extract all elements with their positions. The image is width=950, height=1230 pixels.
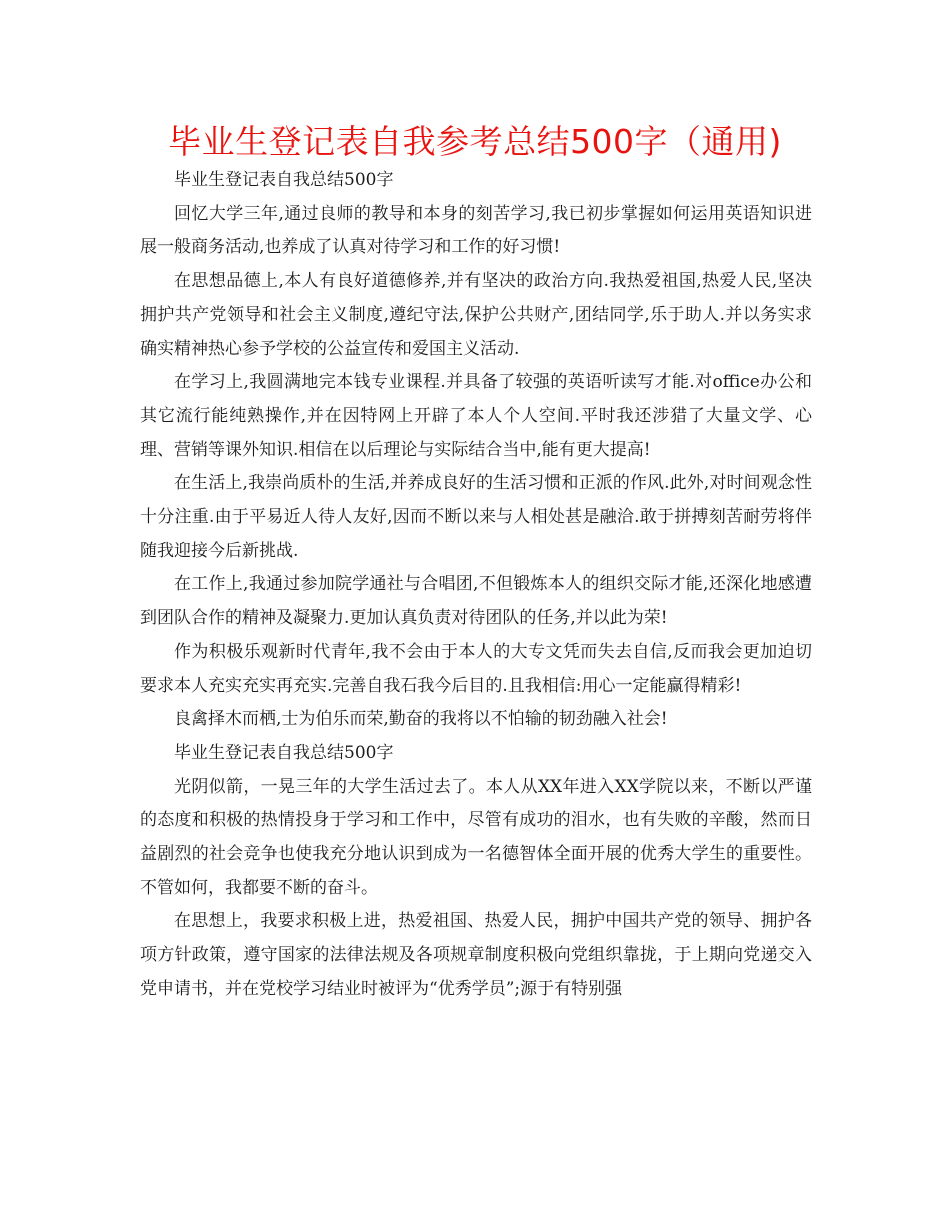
paragraph: 在学习上,我圆满地完本钱专业课程.并具备了较强的英语听读写才能.对office办公和其它流行能纯熟操作,并在因特网上开辟了本人个人空间.平时我还涉猎了大量文学、心理、营销等课外知识.相信在以后理论与实际结合当中,能有更大提高! [140,372,812,460]
document-title: 毕业生登记表自我参考总结500字（通用) [168,122,782,161]
paragraph: 在思想品德上,本人有良好道德修养,并有坚决的政治方向.我热爱祖国,热爱人民,坚决拥护共产党领导和社会主义制度,遵纪守法,保护公共财产,团结同学,乐于助人.并以务实求确实精神热心参予学校的公益宣传和爱国主义活动. [140,271,812,359]
document-body [140,164,812,1007]
paragraph: 在生活上,我崇尚质朴的生活,并养成良好的生活习惯和正派的作风.此外,对时间观念性十分注重.由于平易近人待人友好,因而不断以来与人相处甚是融洽.敢于拼搏刻苦耐劳将伴随我迎接今后新挑战. [140,473,812,561]
section-heading-1: 毕业生登记表自我总结500字 [174,170,394,190]
paragraph: 作为积极乐观新时代青年,我不会由于本人的大专文凭而失去自信,反而我会更加迫切要求本人充实充实再充实.完善自我石我今后目的.且我相信:用心一定能赢得精彩! [140,641,812,696]
section-heading-2: 毕业生登记表自我总结500字 [174,742,394,763]
paragraph: 光阴似箭，一晃三年的大学生活过去了。本人从XX年进入XX学院以来，不断以严谨的态度和积极的热情投身于学习和工作中，尽管有成功的泪水，也有失败的辛酸，然而日益剧烈的社会竞争也使我充分地认识到成为一名德智体全面开展的优秀大学生的重要性。不管如何，我都要不断的奋斗。 [140,776,812,898]
paragraph: 在工作上,我通过参加院学通社与合唱团,不但锻炼本人的组织交际才能,还深化地感遭到团队合作的精神及凝聚力.更加认真负责对待团队的任务,并以此为荣! [140,574,812,629]
paragraph: 回忆大学三年,通过良师的教导和本身的刻苦学习,我已初步掌握如何运用英语知识进展一般商务活动,也养成了认真对待学习和工作的好习惯! [140,203,812,258]
paragraph: 在思想上，我要求积极上进，热爱祖国、热爱人民，拥护中国共产党的领导、拥护各项方针政策，遵守国家的法律法规及各项规章制度积极向党组织靠拢，于上期向党递交入党申请书，并在党校学习结业时被评为“优秀学员”;源于有特别强 [140,911,812,999]
paragraph: 良禽择木而栖,士为伯乐而荣,勤奋的我将以不怕输的韧劲融入社会! [174,709,668,730]
